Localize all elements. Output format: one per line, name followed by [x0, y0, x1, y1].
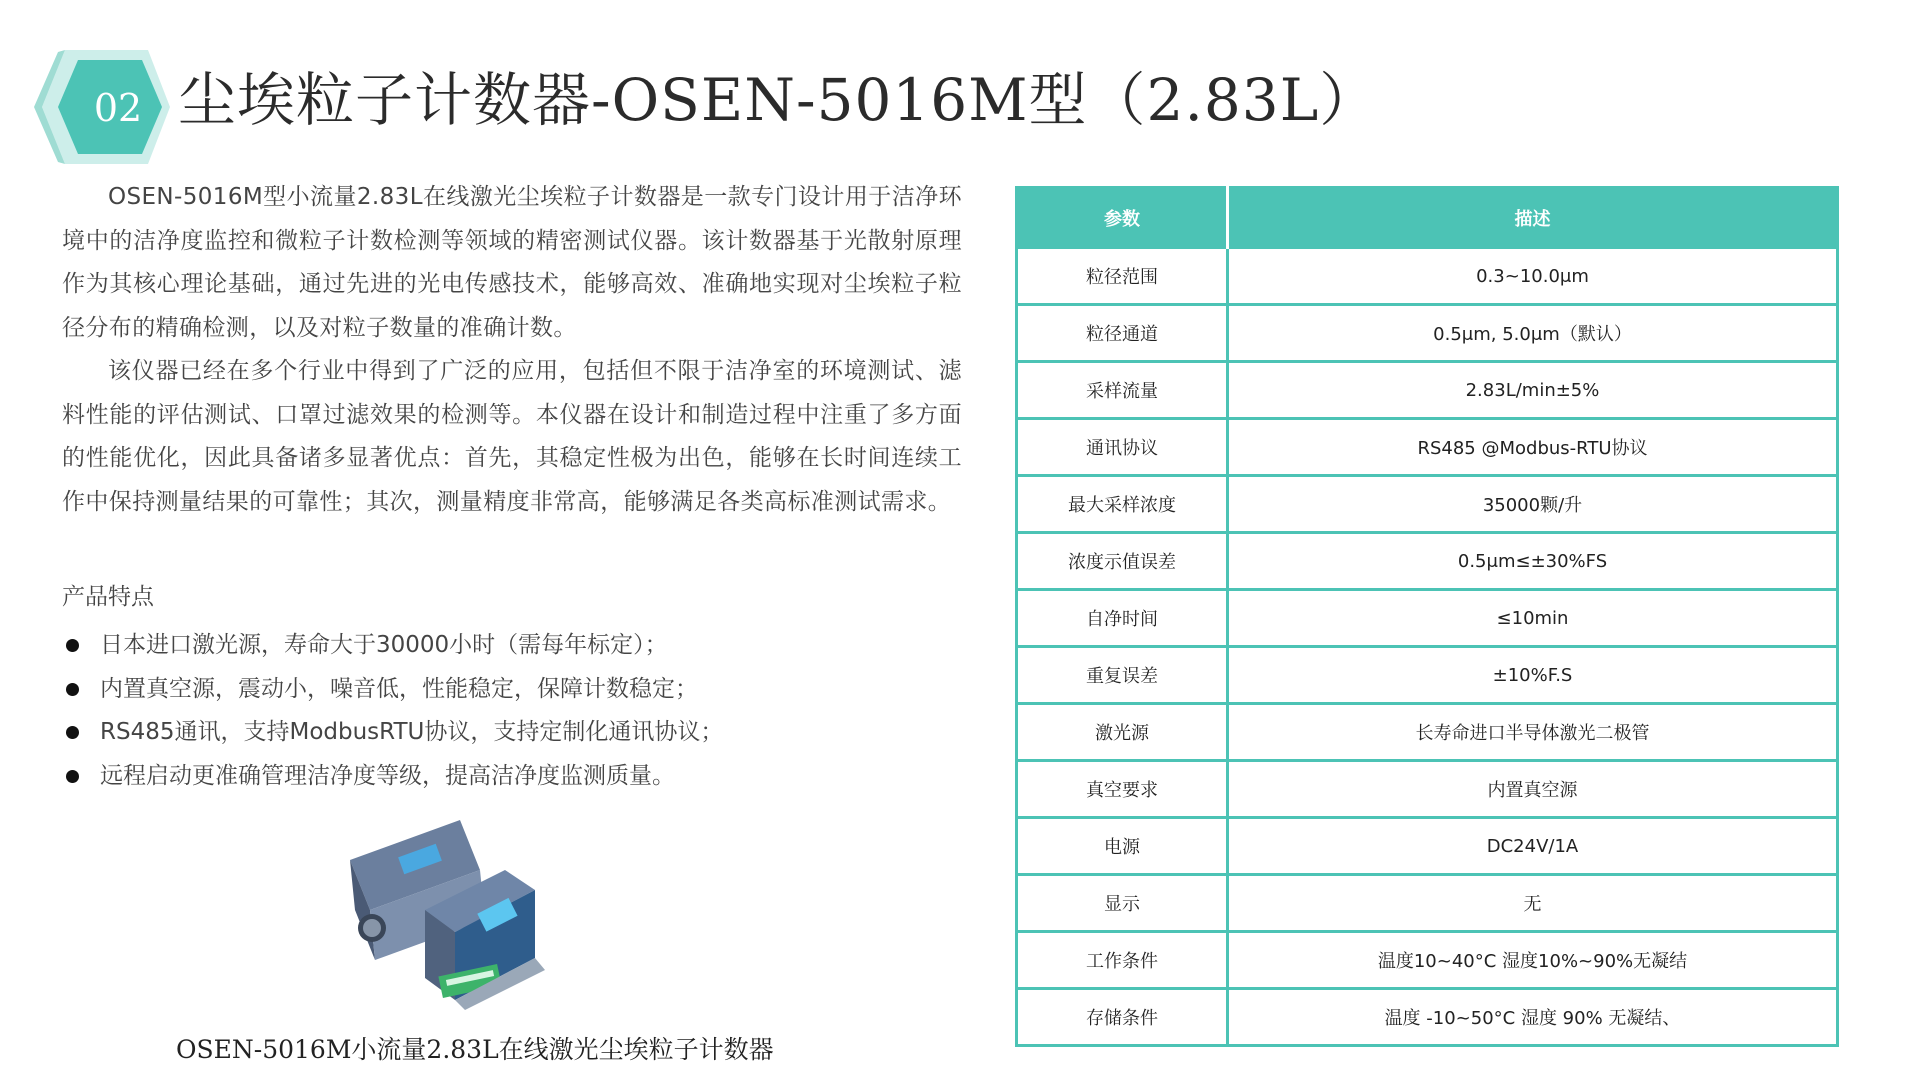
table-row: [1017, 932, 1838, 989]
section-number-badge: [30, 48, 170, 166]
value-cell: 35000颗/升: [1228, 476, 1838, 533]
product-image: [330, 810, 560, 1020]
value-cell: DC24V/1A: [1228, 818, 1838, 875]
value-cell: 温度10~40°C 湿度10%~90%无凝结: [1228, 932, 1838, 989]
value-cell: 无: [1228, 875, 1838, 932]
table-row: [1017, 704, 1838, 761]
param-cell: 最大采样浓度: [1017, 476, 1228, 533]
param-cell: 真空要求: [1017, 761, 1228, 818]
features-list: [62, 624, 723, 798]
section-number: 02: [93, 86, 143, 130]
feature-item: 内置真空源，震动小，噪音低，性能稳定，保障计数稳定；: [62, 668, 723, 712]
features-heading: 产品特点: [62, 584, 154, 610]
value-cell: 内置真空源: [1228, 761, 1838, 818]
table-row: [1017, 362, 1838, 419]
value-cell: RS485 @Modbus-RTU协议: [1228, 419, 1838, 476]
param-cell: 存储条件: [1017, 989, 1228, 1046]
param-cell: 自净时间: [1017, 590, 1228, 647]
param-cell: 采样流量: [1017, 362, 1228, 419]
value-cell: 温度 -10~50°C 湿度 90% 无凝结、: [1228, 989, 1838, 1046]
intro-paragraph: OSEN-5016M型小流量2.83L在线激光尘埃粒子计数器是一款专门设计用于洁净环境中的洁净度监控和微粒子计数检测等领域的精密测试仪器。该计数器基于光散射原理作为其核心理论基础，通过先进的光电传感技术，能够高效、准确地实现对尘埃粒子粒径分布的精确检测，以及对粒子数量的准确计数。: [62, 184, 962, 341]
table-row: [1017, 989, 1838, 1046]
param-cell: 显示: [1017, 875, 1228, 932]
param-cell: 粒径范围: [1017, 248, 1228, 305]
table-row: [1017, 761, 1838, 818]
intro-text: [62, 176, 962, 524]
value-cell: ≤10min: [1228, 590, 1838, 647]
value-cell: 0.3~10.0μm: [1228, 248, 1838, 305]
feature-item: 日本进口激光源，寿命大于30000小时（需每年标定）；: [62, 624, 723, 668]
column-header-desc: 描述: [1228, 188, 1838, 248]
table-row: [1017, 533, 1838, 590]
table-row: [1017, 647, 1838, 704]
particle-counter-device-icon: [330, 810, 560, 1020]
value-cell: 2.83L/min±5%: [1228, 362, 1838, 419]
table-header-row: [1017, 188, 1838, 248]
value-cell: 0.5μm≤±30%FS: [1228, 533, 1838, 590]
value-cell: ±10%F.S: [1228, 647, 1838, 704]
param-cell: 重复误差: [1017, 647, 1228, 704]
param-cell: 激光源: [1017, 704, 1228, 761]
table-row: [1017, 590, 1838, 647]
param-cell: 工作条件: [1017, 932, 1228, 989]
table-row: [1017, 305, 1838, 362]
spec-table: [1015, 186, 1839, 1047]
param-cell: 通讯协议: [1017, 419, 1228, 476]
param-cell: 浓度示值误差: [1017, 533, 1228, 590]
column-header-param: 参数: [1017, 188, 1228, 248]
feature-item: RS485通讯，支持ModbusRTU协议，支持定制化通讯协议；: [62, 711, 723, 755]
param-cell: 电源: [1017, 818, 1228, 875]
value-cell: 0.5μm, 5.0μm（默认）: [1228, 305, 1838, 362]
product-caption: OSEN-5016M小流量2.83L在线激光尘埃粒子计数器: [176, 1035, 774, 1064]
table-row: [1017, 476, 1838, 533]
table-row: [1017, 248, 1838, 305]
page-title: 尘埃粒子计数器-OSEN-5016M型（2.83L）: [178, 66, 1379, 134]
table-row: [1017, 419, 1838, 476]
intro-paragraph: 该仪器已经在多个行业中得到了广泛的应用，包括但不限于洁净室的环境测试、滤料性能的评估测试、口罩过滤效果的检测等。本仪器在设计和制造过程中注重了多方面的性能优化，因此具备诸多显著优点：首先，其稳定性极为出色，能够在长时间连续工作中保持测量结果的可靠性；其次，测量精度非常高，能够满足各类高标准测试需求。: [62, 358, 962, 515]
table-row: [1017, 818, 1838, 875]
value-cell: 长寿命进口半导体激光二极管: [1228, 704, 1838, 761]
param-cell: 粒径通道: [1017, 305, 1228, 362]
table-row: [1017, 875, 1838, 932]
feature-item: 远程启动更准确管理洁净度等级，提高洁净度监测质量。: [62, 755, 723, 799]
